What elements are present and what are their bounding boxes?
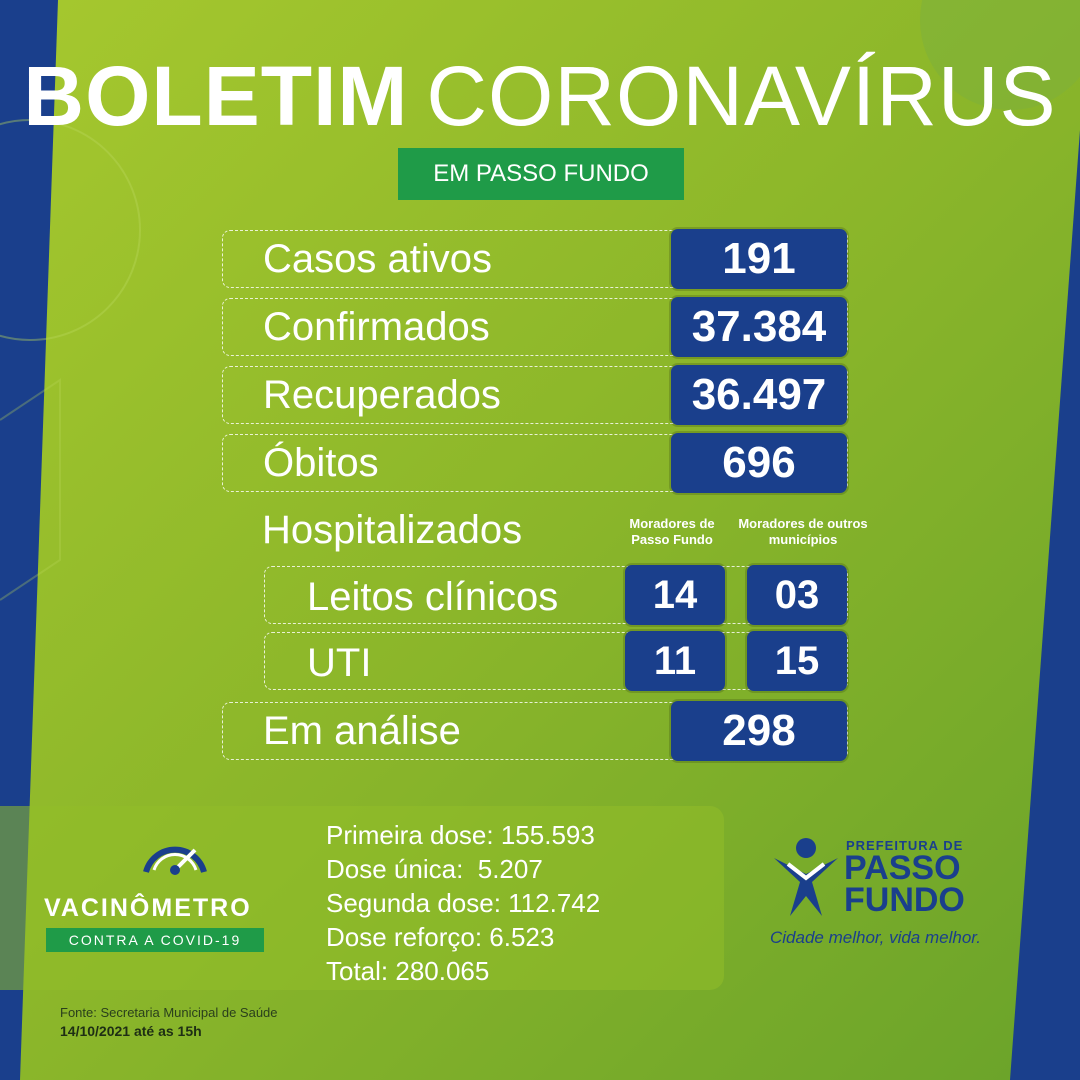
source-note: [60, 1004, 278, 1040]
residents-value: 14: [625, 565, 725, 625]
stat-row-obitos: [222, 434, 848, 492]
hospitalized-label: Hospitalizados: [262, 508, 523, 552]
logo-line-2: FUNDO: [844, 881, 965, 919]
dose-single: Dose única: 5.207: [326, 854, 543, 884]
logo-line-1: PASSO: [844, 849, 961, 887]
hospital-row-label: Leitos clínicos: [307, 575, 559, 619]
column-header-others: Moradores de outros municípios: [738, 516, 868, 547]
hospital-row-label: UTI: [307, 641, 372, 685]
stat-value: 191: [671, 229, 847, 289]
source-date: 14/10/2021 até as 15h: [60, 1023, 202, 1039]
location-badge: EM PASSO FUNDO: [398, 148, 684, 200]
hospital-row-leitos: [264, 566, 848, 624]
page-title: [0, 46, 1080, 146]
source-text: Fonte: Secretaria Municipal de Saúde: [60, 1005, 278, 1020]
logo-prefix: PREFEITURA DE: [846, 838, 964, 853]
stat-label: Casos ativos: [263, 237, 492, 281]
vaccine-subtitle: CONTRA A COVID-19: [46, 928, 264, 952]
vaccine-title: VACINÔMETRO: [44, 894, 252, 922]
title-bold: BOLETIM: [23, 49, 409, 143]
title-light: CORONAVÍRUS: [426, 49, 1057, 143]
stat-label: Em análise: [263, 709, 461, 753]
dose-second: Segunda dose: 112.742: [326, 888, 601, 918]
others-value: 15: [747, 631, 847, 691]
residents-value: 11: [625, 631, 725, 691]
dose-first: Primeira dose: 155.593: [326, 820, 595, 850]
dose-list: [326, 818, 600, 988]
stat-row-em-analise: [222, 702, 848, 760]
stat-row-recuperados: [222, 366, 848, 424]
stat-value: 298: [671, 701, 847, 761]
stat-value: 37.384: [671, 297, 847, 357]
logo-tagline: Cidade melhor, vida melhor.: [770, 928, 982, 947]
stat-value: 696: [671, 433, 847, 493]
stat-row-casos-ativos: [222, 230, 848, 288]
stat-label: Recuperados: [263, 373, 501, 417]
others-value: 03: [747, 565, 847, 625]
stat-label: Óbitos: [263, 441, 379, 485]
dose-total: Total: 280.065: [326, 956, 490, 986]
dose-booster: Dose reforço: 6.523: [326, 922, 555, 952]
prefeitura-logo-icon: [770, 836, 842, 920]
logo-name: [844, 849, 965, 919]
gauge-icon: [140, 836, 210, 876]
hospital-row-uti: [264, 632, 848, 690]
stat-value: 36.497: [671, 365, 847, 425]
column-header-residents: Moradores de Passo Fundo: [629, 516, 715, 547]
stat-label: Confirmados: [263, 305, 490, 349]
stat-row-confirmados: [222, 298, 848, 356]
